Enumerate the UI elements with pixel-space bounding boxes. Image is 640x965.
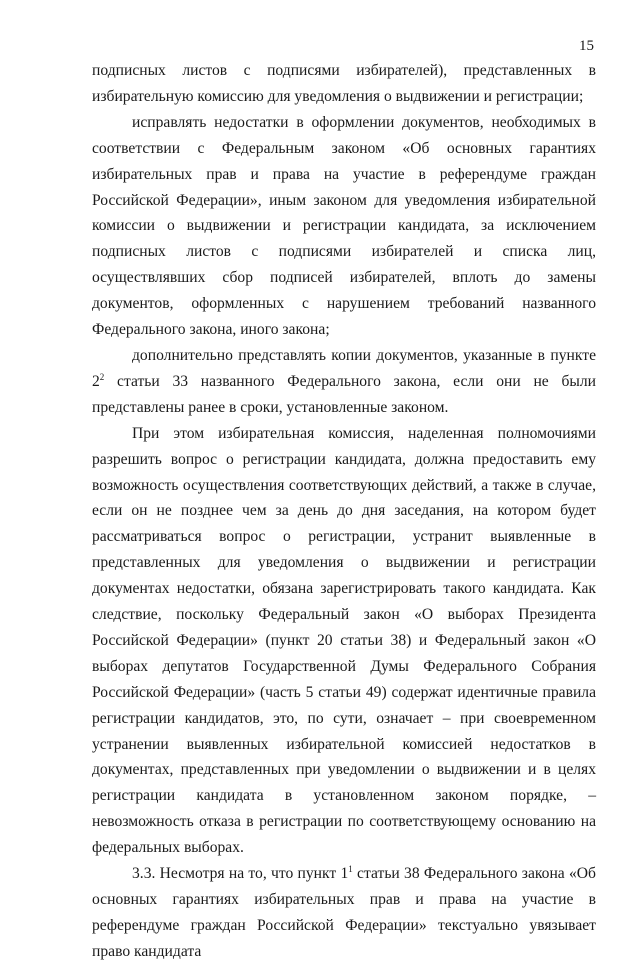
paragraph-text: 3.3. Несмотря на то, что пункт 1 (132, 865, 349, 883)
paragraph-correct-deficiencies: исправлять недостатки в оформлении документов, необходимых в соответствии с Федеральным законом «Об основных гарантиях избирательных прав и права на участие в референдуме граждан Российской Федерации», иным законом для уведомления избирательной комиссии о выдвижении и регистрации кандидата, за исключением подписных листов с подписями избирателей и списка лиц, осуществлявших сбор подписей избирателей, вплоть до замены документов, оформленных с нарушением требований названного Федерального закона, иного закона; (92, 113, 596, 339)
paragraph-submit-copies (92, 343, 596, 421)
superscript: 2 (99, 371, 105, 382)
paragraph-text: статьи 33 названного Федерального закона, если они не были представлены ранее в сроки, установленные законом. (92, 372, 596, 416)
paragraph-section-3-3 (92, 861, 596, 965)
superscript: 1 (348, 864, 353, 875)
page-number: 15 (579, 38, 594, 54)
paragraph-commission-obligation: При этом избирательная комиссия, наделенная полномочиями разрешить вопрос о регистрации кандидата, должна предоставить ему возможность осуществления соответствующих действий, а также в случае, если он не позднее чем за день до дня заседания, на котором будет рассматриваться вопрос о регистрации, устранит выявленные в представленных для уведомления о выдвижении и регистрации документах недостатки, обязана зарегистрировать такого кандидата. Как следствие, поскольку Федеральный закон «О выборах Президента Российской Федерации» (пункт 20 статьи 38) и Федеральный закон «О выборах депутатов Государственной Думы Федерального Собрания Российской Федерации» (часть 5 статьи 49) содержат идентичные правила регистрации кандидатов, это, по сути, означает – при своевременном устранении выявленных избирательной комиссией недостатков в документах, представленных при уведомлении о выдвижении и в целях регистрации кандидата в установленном законом порядке, – невозможность отказа в регистрации по соответствующему основанию на федеральных выборах. (92, 424, 596, 857)
paragraph-text: статьи 38 Федерального закона «Об основных гарантиях избирательных прав и права на участие в референдуме граждан Российской Федерации» текстуально увязывает право кандидата (92, 865, 596, 960)
paragraph-continuation: подписных листов с подписями избирателей), представленных в избирательную комиссию для уведомления о выдвижении и регистрации; (92, 62, 596, 105)
document-body (92, 58, 596, 965)
paragraph-text: дополнительно представлять копии документов, указанные в пункте 2 (92, 346, 596, 390)
